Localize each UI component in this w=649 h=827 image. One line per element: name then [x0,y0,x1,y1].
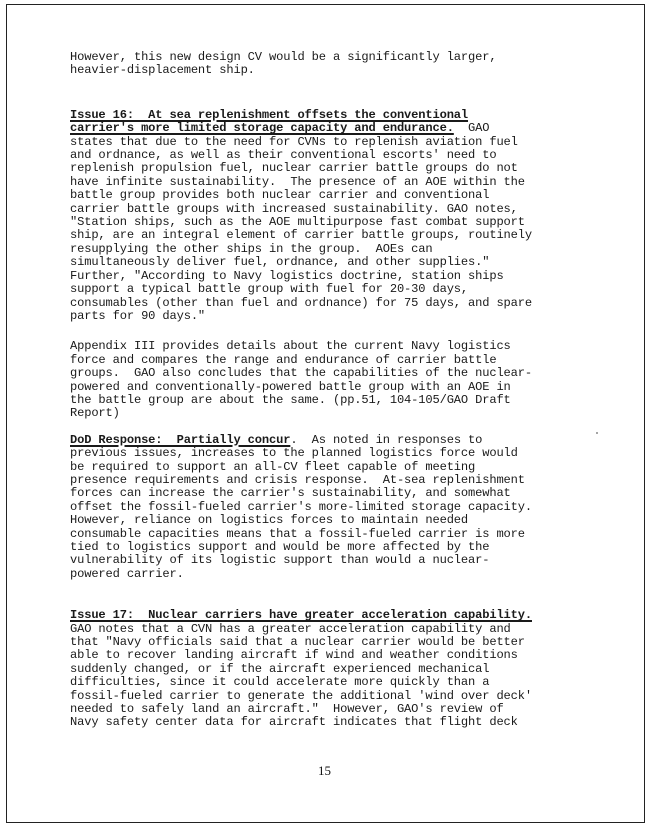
text-line: presence requirements and crisis response. At-sea replenishment [70,472,525,487]
text-line: heavier-displacement ship. [70,63,255,78]
issue-17-section [70,609,570,730]
text-line: battle group provides both nuclear carrier and conventional [70,188,490,203]
text-line: Navy safety center data for aircraft indicates that flight deck [70,715,518,730]
page-number: 15 [318,763,331,778]
issue-16-heading: Issue 16: At sea replenishment offsets the conventional [70,107,469,122]
dod-response-heading-tail: . As noted in responses to [290,432,483,447]
scan-speck [596,432,598,434]
dod-response-section [70,434,570,581]
text-line: that "Navy officials said that a nuclear carrier would be better [70,635,525,650]
text-line: powered and conventionally-powered battle group with an AOE in [70,379,511,394]
text-line: support a typical battle group with fuel for 20-30 days, [70,282,469,297]
text-line: able to recover landing aircraft if wind and weather conditions [70,648,518,663]
text-line: "Station ships, such as the AOE multipurpose fast combat support [70,215,525,230]
text-line: ship, are an integral element of carrier battle groups, routinely [70,228,532,243]
text-line: suddenly changed, or if the aircraft experienced mechanical [70,661,490,676]
text-line: Further, "According to Navy logistics doctrine, station ships [70,268,504,283]
issue-16-heading-cont: carrier's more limited storage capacity and endurance. [70,121,454,136]
text-line: groups. GAO also concludes that the capabilities of the nuclear- [70,366,532,381]
text-line: needed to safely land an aircraft." However, GAO's review of [70,702,504,717]
text-line: be required to support an all-CV fleet capable of meeting [70,459,476,474]
text-line: forces can increase the carrier's sustainability, and somewhat [70,486,511,501]
text-line: powered carrier. [70,566,184,581]
text-line: carrier battle groups with increased sustainability. GAO notes, [70,201,518,216]
text-line: replenish propulsion fuel, nuclear carrier battle groups do not [70,161,518,176]
dod-response-heading: DoD Response: Partially concur [70,432,291,447]
text-line: states that due to the need for CVNs to replenish aviation fuel [70,134,518,149]
text-line: tied to logistics support and would be more affected by the [70,540,490,554]
text-line: vulnerability of its logistic support than would a nuclear- [70,553,490,568]
text-line: parts for 90 days." [70,308,206,323]
issue-16-heading-tail: GAO [453,121,490,136]
text-line: consumables (other than fuel and ordnance) for 75 days, and spare [70,295,532,310]
intro-paragraph [70,51,570,78]
text-line: However, reliance on logistics forces to maintain needed [70,513,469,528]
body-text [70,51,570,730]
text-line: force and compares the range and endurance of carrier battle [70,352,497,367]
text-line: resupplying the other ships in the group. AOEs can [70,241,433,256]
issue-16-section [70,109,570,324]
text-line: However, this new design CV would be a significantly larger, [70,50,497,64]
text-line: and ordnance, as well as their conventional escorts' need to [70,148,497,163]
issue-17-heading: Issue 17: Nuclear carriers have greater acceleration capability. [70,608,532,623]
text-line: previous issues, increases to the planned logistics force would [70,446,518,461]
text-line: difficulties, since it could accelerate more quickly than a [70,675,490,690]
text-line: have infinite sustainability. The presence of an AOE within the [70,174,525,189]
text-line: consumable capacities means that a fossil-fueled carrier is more [70,526,525,541]
text-line: offset the fossil-fueled carrier's more-limited storage capacity. [70,499,532,514]
text-line: the battle group are about the same. (pp.51, 104-105/GAO Draft [70,392,511,407]
text-line: GAO notes that a CVN has a greater acceleration capability and [70,621,511,636]
text-line: fossil-fueled carrier to generate the additional 'wind over deck' [70,688,532,703]
text-line: Appendix III provides details about the current Navy logistics [70,339,511,354]
appendix-paragraph [70,340,570,420]
text-line: simultaneously deliver fuel, ordnance, and other supplies." [70,255,490,270]
text-line: Report) [70,406,120,421]
